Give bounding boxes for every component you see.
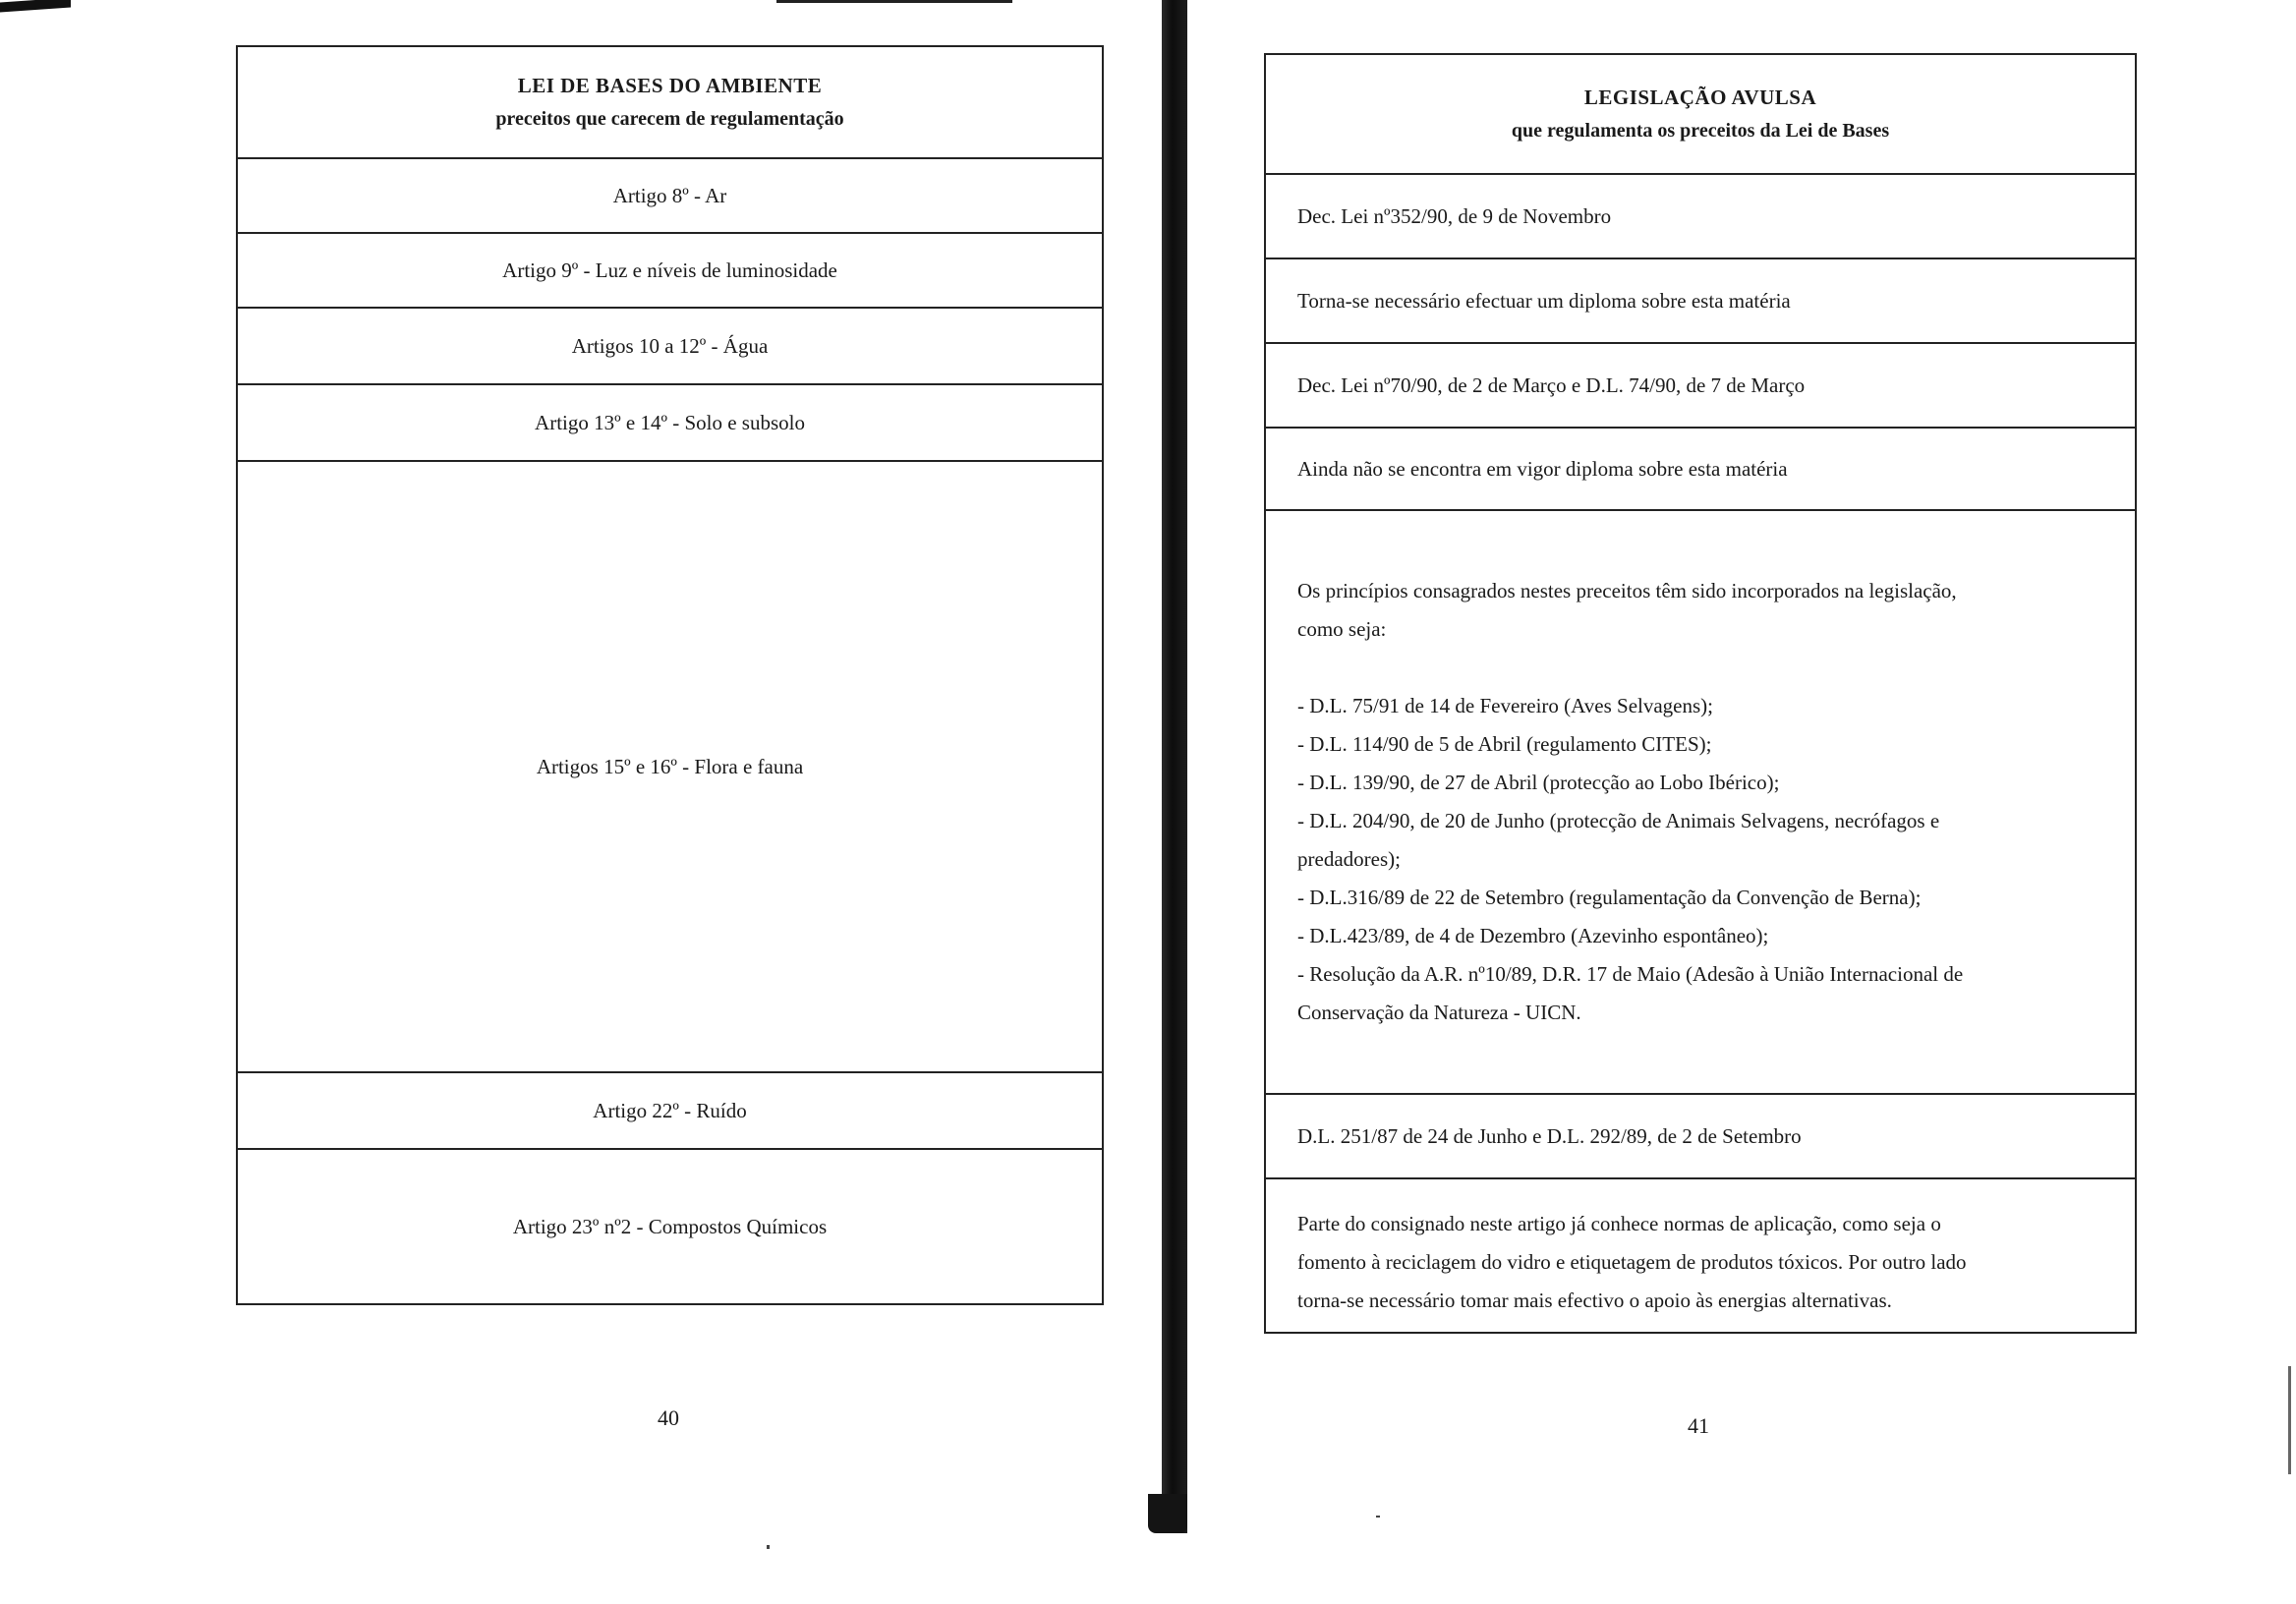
left-row-label: Artigo 22º - Ruído <box>593 1099 747 1122</box>
flora-list-item: - D.L. 75/91 de 14 de Fevereiro (Aves Selvagens); <box>1297 694 1713 717</box>
right-row-solo <box>1266 429 2135 511</box>
left-row-label: Artigo 9º - Luz e níveis de luminosidade <box>502 258 837 282</box>
left-row-ruido <box>238 1073 1102 1150</box>
page-number-left: 40 <box>658 1405 679 1430</box>
right-table <box>1264 53 2137 1334</box>
book-spine-foot <box>1148 1494 1187 1533</box>
right-row-flora <box>1266 511 2135 1095</box>
flora-list-item: - D.L. 204/90, de 20 de Junho (protecção de Animais Selvagens, necrófagos e <box>1297 809 1940 832</box>
left-row-label: Artigos 15º e 16º - Flora e fauna <box>536 755 804 778</box>
scan-speck <box>1376 1516 1380 1518</box>
right-header-title: LEGISLAÇÃO AVULSA <box>1583 86 1817 109</box>
left-row-label: Artigo 13º e 14º - Solo e subsolo <box>535 411 805 434</box>
chemicals-line: fomento à reciclagem do vidro e etiquetagem de produtos tóxicos. Por outro lado <box>1297 1250 1967 1274</box>
left-row-solo <box>238 385 1102 462</box>
scan-corner-mark <box>0 0 71 13</box>
book-spine-shadow <box>1162 0 1187 1533</box>
left-row-agua <box>238 309 1102 385</box>
right-row-text: Torna-se necessário efectuar um diploma sobre esta matéria <box>1297 289 1791 313</box>
left-row-quimicos <box>238 1150 1102 1303</box>
flora-list-item: - D.L.423/89, de 4 de Dezembro (Azevinho espontâneo); <box>1297 924 1769 947</box>
right-row-text: Dec. Lei nº352/90, de 9 de Novembro <box>1297 204 1612 228</box>
flora-intro-line: como seja: <box>1297 617 1387 641</box>
flora-list-item: - D.L. 139/90, de 27 de Abril (protecção ao Lobo Ibérico); <box>1297 771 1780 794</box>
right-row-quimicos <box>1266 1179 2135 1332</box>
flora-list-item: - Resolução da A.R. nº10/89, D.R. 17 de Maio (Adesão à União Internacional de <box>1297 962 1964 986</box>
scan-top-edge <box>776 0 1012 3</box>
flora-list-item: Conservação da Natureza - UICN. <box>1297 1001 1581 1024</box>
scan-speck <box>767 1545 770 1549</box>
left-table-header <box>238 47 1102 159</box>
right-row-ruido <box>1266 1095 2135 1179</box>
right-row-text: D.L. 251/87 de 24 de Junho e D.L. 292/89, de 2 de Setembro <box>1297 1124 1802 1148</box>
left-table <box>236 45 1104 1305</box>
left-row-label: Artigos 10 a 12º - Água <box>571 334 769 358</box>
right-row-text: Dec. Lei nº70/90, de 2 de Março e D.L. 74/90, de 7 de Março <box>1297 373 1806 397</box>
right-row-text: Ainda não se encontra em vigor diploma sobre esta matéria <box>1297 457 1788 481</box>
page-number-right: 41 <box>1688 1413 1709 1438</box>
flora-list-item: - D.L. 114/90 de 5 de Abril (regulamento CITES); <box>1297 732 1712 756</box>
flora-intro-line: Os princípios consagrados nestes preceitos têm sido incorporados na legislação, <box>1297 579 1957 602</box>
right-table-header <box>1266 55 2135 175</box>
left-header-subtitle: preceitos que carecem de regulamentação <box>495 108 844 130</box>
left-row-label: Artigo 23º nº2 - Compostos Químicos <box>512 1215 828 1238</box>
right-header-subtitle: que regulamenta os preceitos da Lei de Bases <box>1511 120 1890 142</box>
chemicals-line: torna-se necessário tomar mais efectivo o apoio às energias alternativas. <box>1297 1289 1892 1312</box>
left-row-ar <box>238 159 1102 234</box>
scan-right-edge <box>2288 1366 2291 1474</box>
flora-list-item: - D.L.316/89 de 22 de Setembro (regulamentação da Convenção de Berna); <box>1297 886 1922 909</box>
left-header-title: LEI DE BASES DO AMBIENTE <box>517 74 823 97</box>
left-row-flora <box>238 462 1102 1073</box>
chemicals-line: Parte do consignado neste artigo já conhece normas de aplicação, como seja o <box>1297 1212 1941 1235</box>
left-row-luz <box>238 234 1102 309</box>
right-row-agua <box>1266 344 2135 429</box>
right-row-ar <box>1266 175 2135 259</box>
right-row-luz <box>1266 259 2135 344</box>
flora-list-item: predadores); <box>1297 847 1401 871</box>
left-row-label: Artigo 8º - Ar <box>612 184 727 207</box>
